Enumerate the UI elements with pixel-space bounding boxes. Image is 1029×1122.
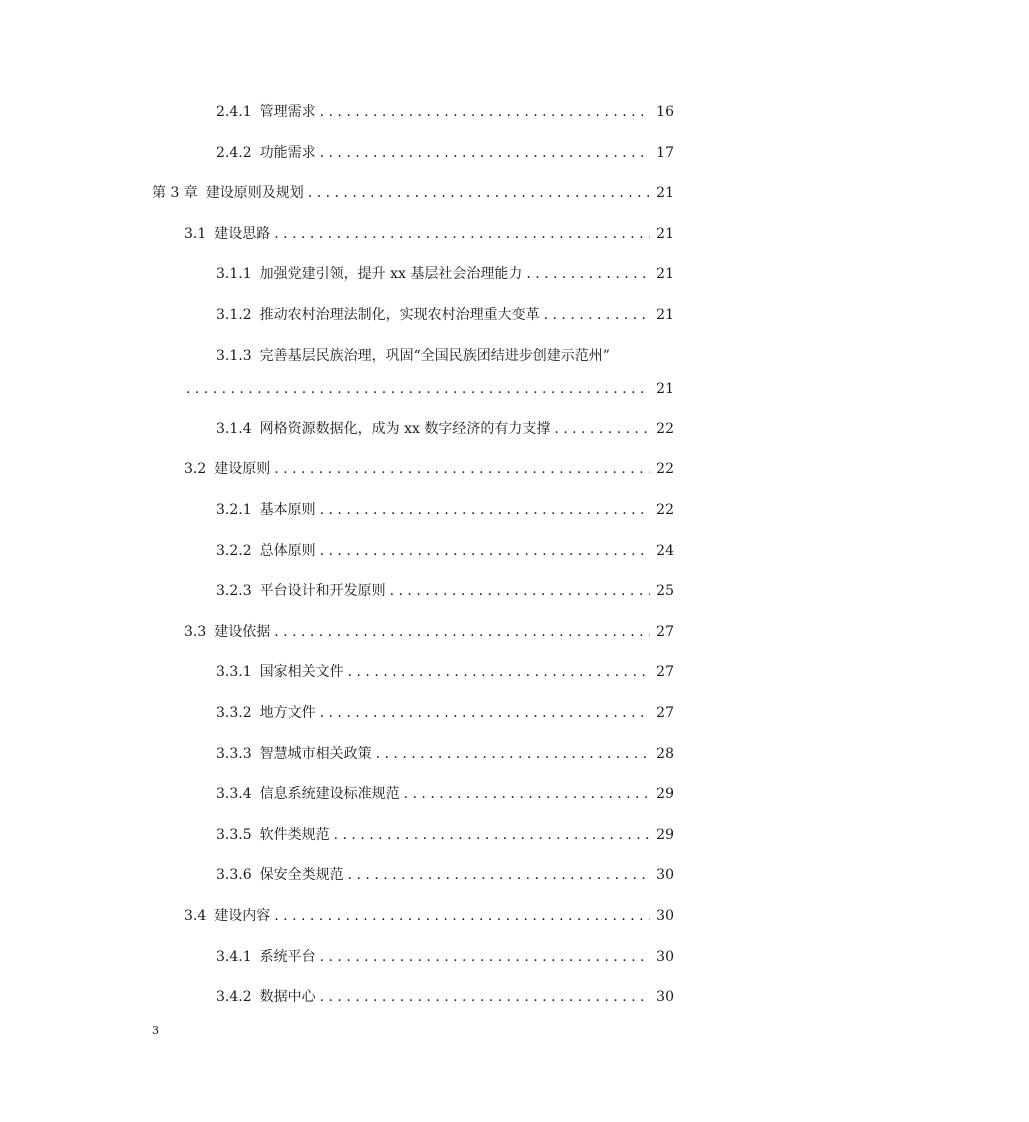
toc-entry-label [184, 622, 270, 642]
toc-entry[interactable] [184, 906, 674, 926]
toc-entry-label [216, 662, 344, 682]
toc-entry-title: 建设思路 [214, 226, 271, 242]
toc-entry-page: 30 [656, 908, 674, 924]
dot-leader [544, 305, 651, 325]
toc-entry-title: 系统平台 [259, 949, 316, 965]
toc-entry-number: 3.1.1 [216, 266, 252, 282]
toc-entry-page: 21 [656, 307, 674, 323]
toc-entry-page: 27 [656, 624, 674, 640]
toc-entry-title: 软件类规范 [259, 827, 330, 843]
toc-entry[interactable] [216, 143, 674, 163]
toc-entry-page: 21 [656, 185, 674, 201]
toc-entry-number: 3.4.1 [216, 949, 252, 965]
toc-entry-number: 3.3.1 [216, 664, 252, 680]
toc-entry-number: 3.4 [184, 908, 207, 924]
dot-leader [554, 419, 650, 439]
toc-entry[interactable] [216, 662, 674, 682]
dot-leader [320, 143, 651, 163]
toc-entry[interactable] [184, 224, 674, 244]
page-number: 3 [152, 1024, 159, 1037]
toc-entry[interactable] [216, 784, 674, 804]
toc-entry[interactable] [216, 500, 674, 520]
toc-entry-number: 3.2.3 [216, 583, 252, 599]
toc-entry-title: 保安全类规范 [259, 867, 344, 883]
toc-entry-page: 25 [656, 583, 674, 599]
dot-leader [320, 541, 651, 561]
toc-entry-label [216, 825, 330, 845]
toc-entry-number: 3.3.3 [216, 746, 252, 762]
toc-entry-title: 加强党建引领，提升 xx 基层社会治理能力 [259, 266, 523, 282]
toc-entry-page: 27 [656, 705, 674, 721]
toc-entry[interactable] [184, 459, 674, 479]
dot-leader [348, 865, 651, 885]
dot-leader [274, 224, 650, 244]
toc-entry-title: 基本原则 [259, 502, 316, 518]
toc-entry-number: 2.4.1 [216, 104, 252, 120]
toc-entry-title: 平台设计和开发原则 [259, 583, 386, 599]
toc-entry-title: 智慧城市相关政策 [259, 746, 372, 762]
toc-entry[interactable] [216, 947, 674, 967]
toc-entry-label [216, 947, 316, 967]
toc-entry-number: 3.2.2 [216, 543, 252, 559]
toc-entry-title: 推动农村治理法制化，实现农村治理重大变革 [259, 307, 540, 323]
dot-leader [274, 906, 650, 926]
toc-entry-number: 3.3.2 [216, 705, 252, 721]
toc-entry-page: 22 [656, 461, 674, 477]
toc-entry[interactable] [216, 825, 674, 845]
toc-entry-number: 3.3.5 [216, 827, 252, 843]
dot-leader [526, 264, 650, 284]
toc-entry[interactable] [216, 865, 674, 885]
toc-entry-title: 总体原则 [259, 543, 316, 559]
toc-entry-page: 21 [656, 381, 674, 397]
toc-entry-label [216, 305, 540, 325]
dot-leader [320, 987, 651, 1007]
toc-entry-number: 3.1.2 [216, 307, 252, 323]
toc-entry[interactable] [152, 183, 674, 203]
toc-entry-number: 3.3.6 [216, 867, 252, 883]
toc-entry-title: 数据中心 [259, 989, 316, 1005]
toc-entry-number: 3.2.1 [216, 502, 252, 518]
toc-entry[interactable] [216, 305, 674, 325]
toc-entry[interactable] [216, 703, 674, 723]
toc-entry-label [216, 264, 522, 284]
toc-entry-label [216, 500, 316, 520]
dot-leader [320, 102, 651, 122]
toc-entry-title: 信息系统建设标准规范 [259, 786, 400, 802]
toc-entry[interactable] [216, 264, 674, 284]
toc-entry-label [216, 143, 316, 163]
dot-leader [334, 825, 651, 845]
toc-entry-number: 3.1.3 [216, 348, 252, 364]
toc-entry-title: 建设原则及规划 [205, 185, 304, 201]
toc-entry-label [184, 906, 270, 926]
toc-entry-page: 30 [656, 949, 674, 965]
toc-entry[interactable] [216, 102, 674, 122]
toc-entry-label [216, 987, 316, 1007]
toc-entry[interactable] [216, 419, 674, 439]
toc-entry-label [216, 865, 344, 885]
toc-entry-page: 21 [656, 226, 674, 242]
toc-entry-title: 地方文件 [259, 705, 316, 721]
toc-entry-title: 完善基层民族治理，巩固“全国民族团结进步创建示范州” [259, 348, 610, 364]
toc-entry-page: 17 [656, 145, 674, 161]
dot-leader [274, 459, 650, 479]
toc-entry-label [216, 744, 372, 764]
toc-entry-continuation[interactable] [186, 379, 674, 399]
toc-entry-page: 22 [656, 421, 674, 437]
toc-entry-number: 3.3 [184, 624, 207, 640]
toc-entry-title: 国家相关文件 [259, 664, 344, 680]
toc-entry-label [152, 183, 304, 203]
toc-entry-title: 建设内容 [214, 908, 271, 924]
toc-entry-page: 29 [656, 827, 674, 843]
toc-entry-label [184, 459, 270, 479]
dot-leader [348, 662, 651, 682]
toc-entry-label [216, 581, 386, 601]
dot-leader [308, 183, 650, 203]
toc-entry-number: 3.2 [184, 461, 207, 477]
toc-entry-title: 管理需求 [259, 104, 316, 120]
toc-entry-title: 网格资源数据化，成为 xx 数字经济的有力支撑 [259, 421, 551, 437]
toc-entry-title: 建设依据 [214, 624, 271, 640]
toc-entry-page: 29 [656, 786, 674, 802]
toc-entry-page: 21 [656, 266, 674, 282]
toc-entry-page: 22 [656, 502, 674, 518]
dot-leader [274, 622, 650, 642]
toc-entry-page: 24 [656, 543, 674, 559]
toc-entry-page: 30 [656, 989, 674, 1005]
toc-entry[interactable] [184, 622, 674, 642]
toc-entry-number: 3.1.4 [216, 421, 252, 437]
dot-leader [320, 500, 651, 520]
toc-entry-label [216, 102, 316, 122]
toc-entry-number: 第 3 章 [152, 185, 198, 201]
dot-leader [390, 581, 651, 601]
toc-entry-page: 16 [656, 104, 674, 120]
toc-entry-label [216, 703, 316, 723]
toc-entry-number: 2.4.2 [216, 145, 252, 161]
dot-leader [320, 947, 651, 967]
toc-entry-label [216, 419, 550, 439]
dot-leader [376, 744, 651, 764]
toc-entry-title: 建设原则 [214, 461, 271, 477]
toc-entry-label [184, 224, 270, 244]
toc-entry-page: 30 [656, 867, 674, 883]
toc-entry[interactable] [216, 744, 674, 764]
toc-entry-title: 功能需求 [259, 145, 316, 161]
dot-leader [404, 784, 651, 804]
toc-entry-page: 27 [656, 664, 674, 680]
toc-entry-label [216, 784, 400, 804]
toc-entry[interactable] [216, 987, 674, 1007]
toc-entry[interactable] [216, 581, 674, 601]
toc-entry-page: 28 [656, 746, 674, 762]
toc-entry[interactable] [216, 346, 610, 366]
toc-entry-label [216, 541, 316, 561]
toc-entry-number: 3.3.4 [216, 786, 252, 802]
toc-entry-number: 3.1 [184, 226, 207, 242]
toc-entry-number: 3.4.2 [216, 989, 252, 1005]
dot-leader [320, 703, 651, 723]
dot-leader [186, 379, 650, 399]
toc-entry[interactable] [216, 541, 674, 561]
